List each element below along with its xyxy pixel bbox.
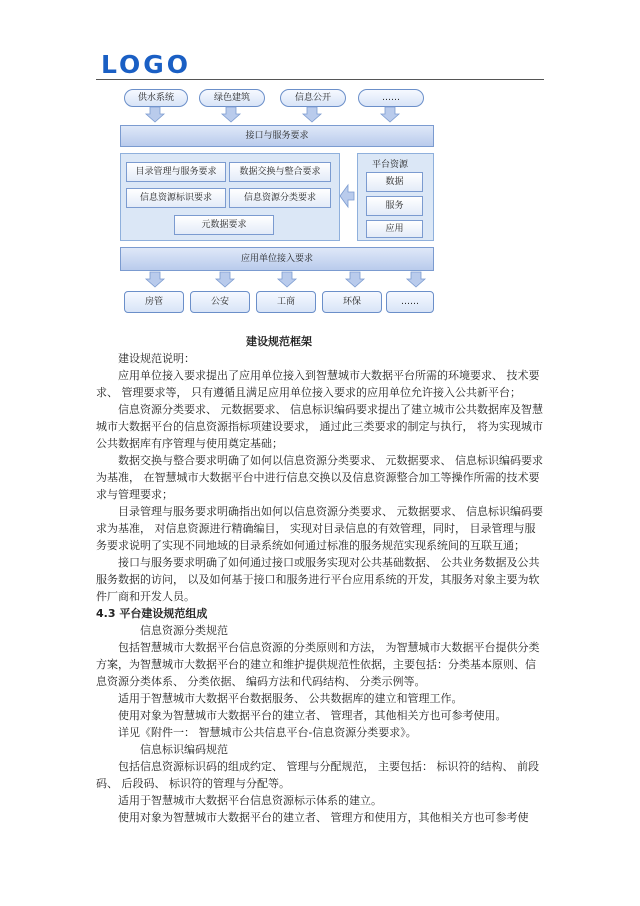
bottom-item-commerce: 工商	[256, 291, 316, 313]
box-resource-classification: 信息资源分类要求	[229, 188, 331, 208]
box-metadata: 元数据要求	[174, 215, 274, 235]
bottom-item-environment: 环保	[322, 291, 382, 313]
paragraph: 应用单位接入要求提出了应用单位接入到智慧城市大数据平台所需的环境要求、 技术要求、 管理要求等， 只有遵循且满足应用单位接入要求的应用单位允许接入公共新平台；	[96, 369, 540, 399]
paragraph: 包括信息资源标识码的组成约定、 管理与分配规范， 主要包括： 标识符的结构、 前段码、 后段码、 标识符的管理与分配等。	[96, 760, 539, 790]
bottom-item-more: ……	[386, 291, 434, 313]
paragraph: 目录管理与服务要求明确指出如何以信息资源分类要求、 元数据要求、 信息标识编码要求为基准， 对信息资源进行精确编目， 实现对目录信息的有效管理，同时， 目录管理与服务要求说明了实现不同地域的目录系统如何通过标准的服务规范实现系统间的互联互通；	[96, 505, 543, 552]
body-text	[96, 350, 546, 826]
paragraph: 详见《附件一： 智慧城市公共信息平台-信息资源分类要求》。	[118, 726, 417, 739]
paragraph: 信息资源分类要求、 元数据要求、 信息标识编码要求提出了建立城市公共数据库及智慧城市大数据平台的信息资源指标项建设要求， 通过此三类要求的制定与执行， 将为实现城市公共数据库有序管理与使用奠定基础；	[96, 403, 543, 450]
interface-service-bar: 接口与服务要求	[120, 125, 434, 147]
top-item-green-building: 绿色建筑	[199, 89, 265, 107]
platform-item-service: 服务	[366, 196, 423, 216]
logo: LOGO	[101, 50, 192, 79]
subsection-title: 信息标识编码规范	[140, 743, 228, 756]
top-item-water: 供水系统	[124, 89, 188, 107]
section-heading: 4.3 平台建设规范组成	[96, 607, 208, 620]
box-resource-identifier: 信息资源标识要求	[126, 188, 226, 208]
subsection-title: 信息资源分类规范	[140, 624, 228, 637]
paragraph: 适用于智慧城市大数据平台数据服务、 公共数据库的建立和管理工作。	[118, 692, 463, 705]
box-data-exchange: 数据交换与整合要求	[229, 162, 331, 182]
bottom-item-housing: 房管	[124, 291, 184, 313]
framework-diagram	[0, 0, 640, 330]
access-requirement-bar: 应用单位接入要求	[120, 247, 434, 271]
platform-item-application: 应用	[366, 220, 423, 238]
top-item-more: ……	[358, 89, 424, 107]
paragraph: 接口与服务要求明确了如何通过接口或服务实现对公共基础数据、 公共业务数据及公共服务数据的访问， 以及如何基于接口和服务进行平台应用系统的开发，其服务对象主要为软件厂商和开发人员。	[96, 556, 540, 603]
bottom-item-police: 公安	[190, 291, 250, 313]
platform-item-data: 数据	[366, 172, 423, 192]
figure-caption: 建设规范框架	[246, 335, 312, 348]
paragraph: 建设规范说明：	[118, 352, 195, 365]
paragraph: 包括智慧城市大数据平台信息资源的分类原则和方法， 为智慧城市大数据平台提供分类方案，为智慧城市大数据平台的建立和维护提供规范性依据，主要包括：分类基本原则、信息资源分类体系、 分类依据、 编码方法和代码结构、 分类示例等。	[96, 641, 540, 688]
box-catalog-service: 目录管理与服务要求	[126, 162, 226, 182]
paragraph: 数据交换与整合要求明确了如何以信息资源分类要求、 元数据要求、 信息标识编码要求为基准， 在智慧城市大数据平台中进行信息交换以及信息资源整合加工等操作所需的技术要求与管理要求；	[96, 454, 543, 501]
paragraph: 使用对象为智慧城市大数据平台的建立者、 管理者，其他相关方也可参考使用。	[118, 709, 507, 722]
platform-resource-title: 平台资源	[372, 160, 409, 170]
paragraph: 适用于智慧城市大数据平台信息资源标示体系的建立。	[118, 794, 382, 807]
paragraph: 使用对象为智慧城市大数据平台的建立者、 管理方和使用方，其他相关方也可参考使	[118, 811, 529, 824]
top-item-info-disclosure: 信息公开	[280, 89, 346, 107]
